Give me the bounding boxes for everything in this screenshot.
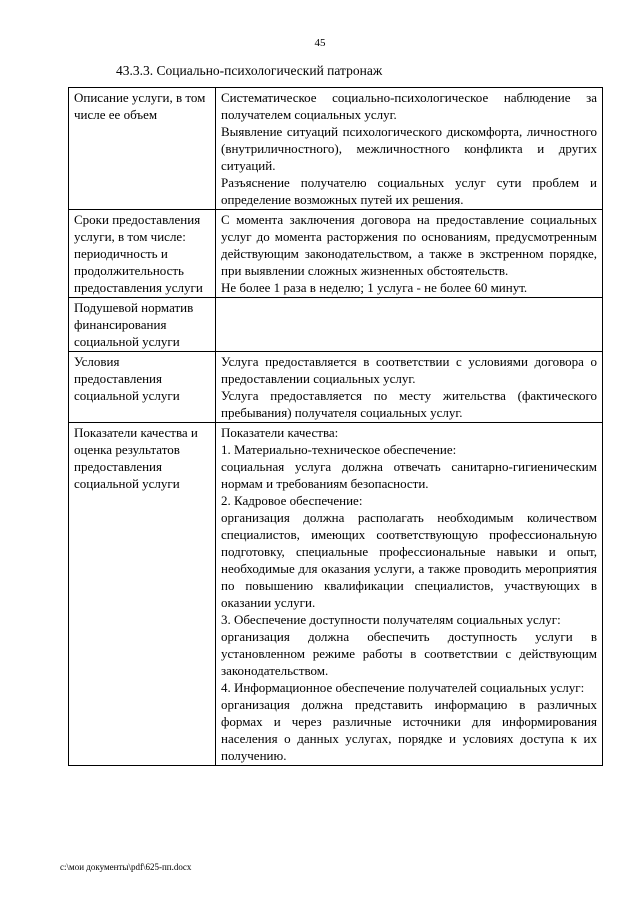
row-text: организация должна обеспечить доступность услуги в установленном режиме работы в соответствии с действующим законодательством. — [221, 629, 597, 678]
row-text: Показатели качества: — [221, 425, 339, 440]
table-row — [69, 298, 603, 352]
row-label: Условия предоставления социальной услуги — [69, 352, 216, 423]
section-title: 43.3.3. Социально-психологический патронаж — [116, 63, 383, 78]
row-content — [216, 298, 603, 352]
row-label: Сроки предоставления услуги, в том числе: периодичность и продолжительность предоставления услуги — [69, 210, 216, 298]
row-text: организация должна располагать необходимым количеством специалистов, имеющих соответствующую профессиональную подготовку, специальные профессиональные навыки и опыт, необходимые для оказания услуги, а также проводить мероприятия по повышению квалификации специалистов, участвующих в оказании услуги. — [221, 510, 597, 610]
row-text: С момента заключения договора на предоставление социальных услуг до момента расторжения по основаниям, предусмотренным действующим законодательством, а также в экстренном порядке, при выявлении сложных жизненных обстоятельств. — [221, 212, 597, 278]
row-text: Услуга предоставляется в соответствии с условиями договора о предоставлении социальных услуг. — [221, 354, 597, 386]
row-text: организация должна представить информацию в различных формах и через различные источники для информирования населения о данных услугах, порядке и условиях доступа к их получению. — [221, 697, 597, 763]
row-content — [216, 210, 603, 298]
row-content — [216, 352, 603, 423]
table-row — [69, 423, 603, 766]
row-text: 3. Обеспечение доступности получателям социальных услуг: — [221, 612, 561, 627]
row-text: Систематическое социально-психологическое наблюдение за получателем социальных услуг. — [221, 90, 597, 122]
row-text: социальная услуга должна отвечать санитарно-гигиеническим нормам и требованиям безопасности. — [221, 459, 597, 491]
service-table — [68, 87, 603, 766]
row-label: Подушевой норматив финансирования социальной услуги — [69, 298, 216, 352]
footer-file-path: c:\мои документы\pdf\625-пп.docx — [60, 862, 192, 872]
row-content — [216, 88, 603, 210]
row-text: Услуга предоставляется по месту жительства (фактического пребывания) получателя социальных услуг. — [221, 388, 597, 420]
row-text: Выявление ситуаций психологического дискомфорта, личностного (внутриличностного), межличностного конфликта и других ситуаций. — [221, 124, 597, 173]
row-content — [216, 423, 603, 766]
table-row — [69, 210, 603, 298]
row-text: Разъяснение получателю социальных услуг сути проблем и определение возможных путей их решения. — [221, 175, 597, 207]
table-row — [69, 88, 603, 210]
row-text: 4. Информационное обеспечение получателей социальных услуг: — [221, 680, 585, 695]
row-text: 2. Кадровое обеспечение: — [221, 493, 363, 508]
table-row — [69, 352, 603, 423]
row-text: Не более 1 раза в неделю; 1 услуга - не более 60 минут. — [221, 280, 528, 295]
page-number: 45 — [314, 37, 326, 49]
row-text: 1. Материально-техническое обеспечение: — [221, 442, 457, 457]
row-label: Описание услуги, в том числе ее объем — [69, 88, 216, 210]
row-label: Показатели качества и оценка результатов предоставления социальной услуги — [69, 423, 216, 766]
